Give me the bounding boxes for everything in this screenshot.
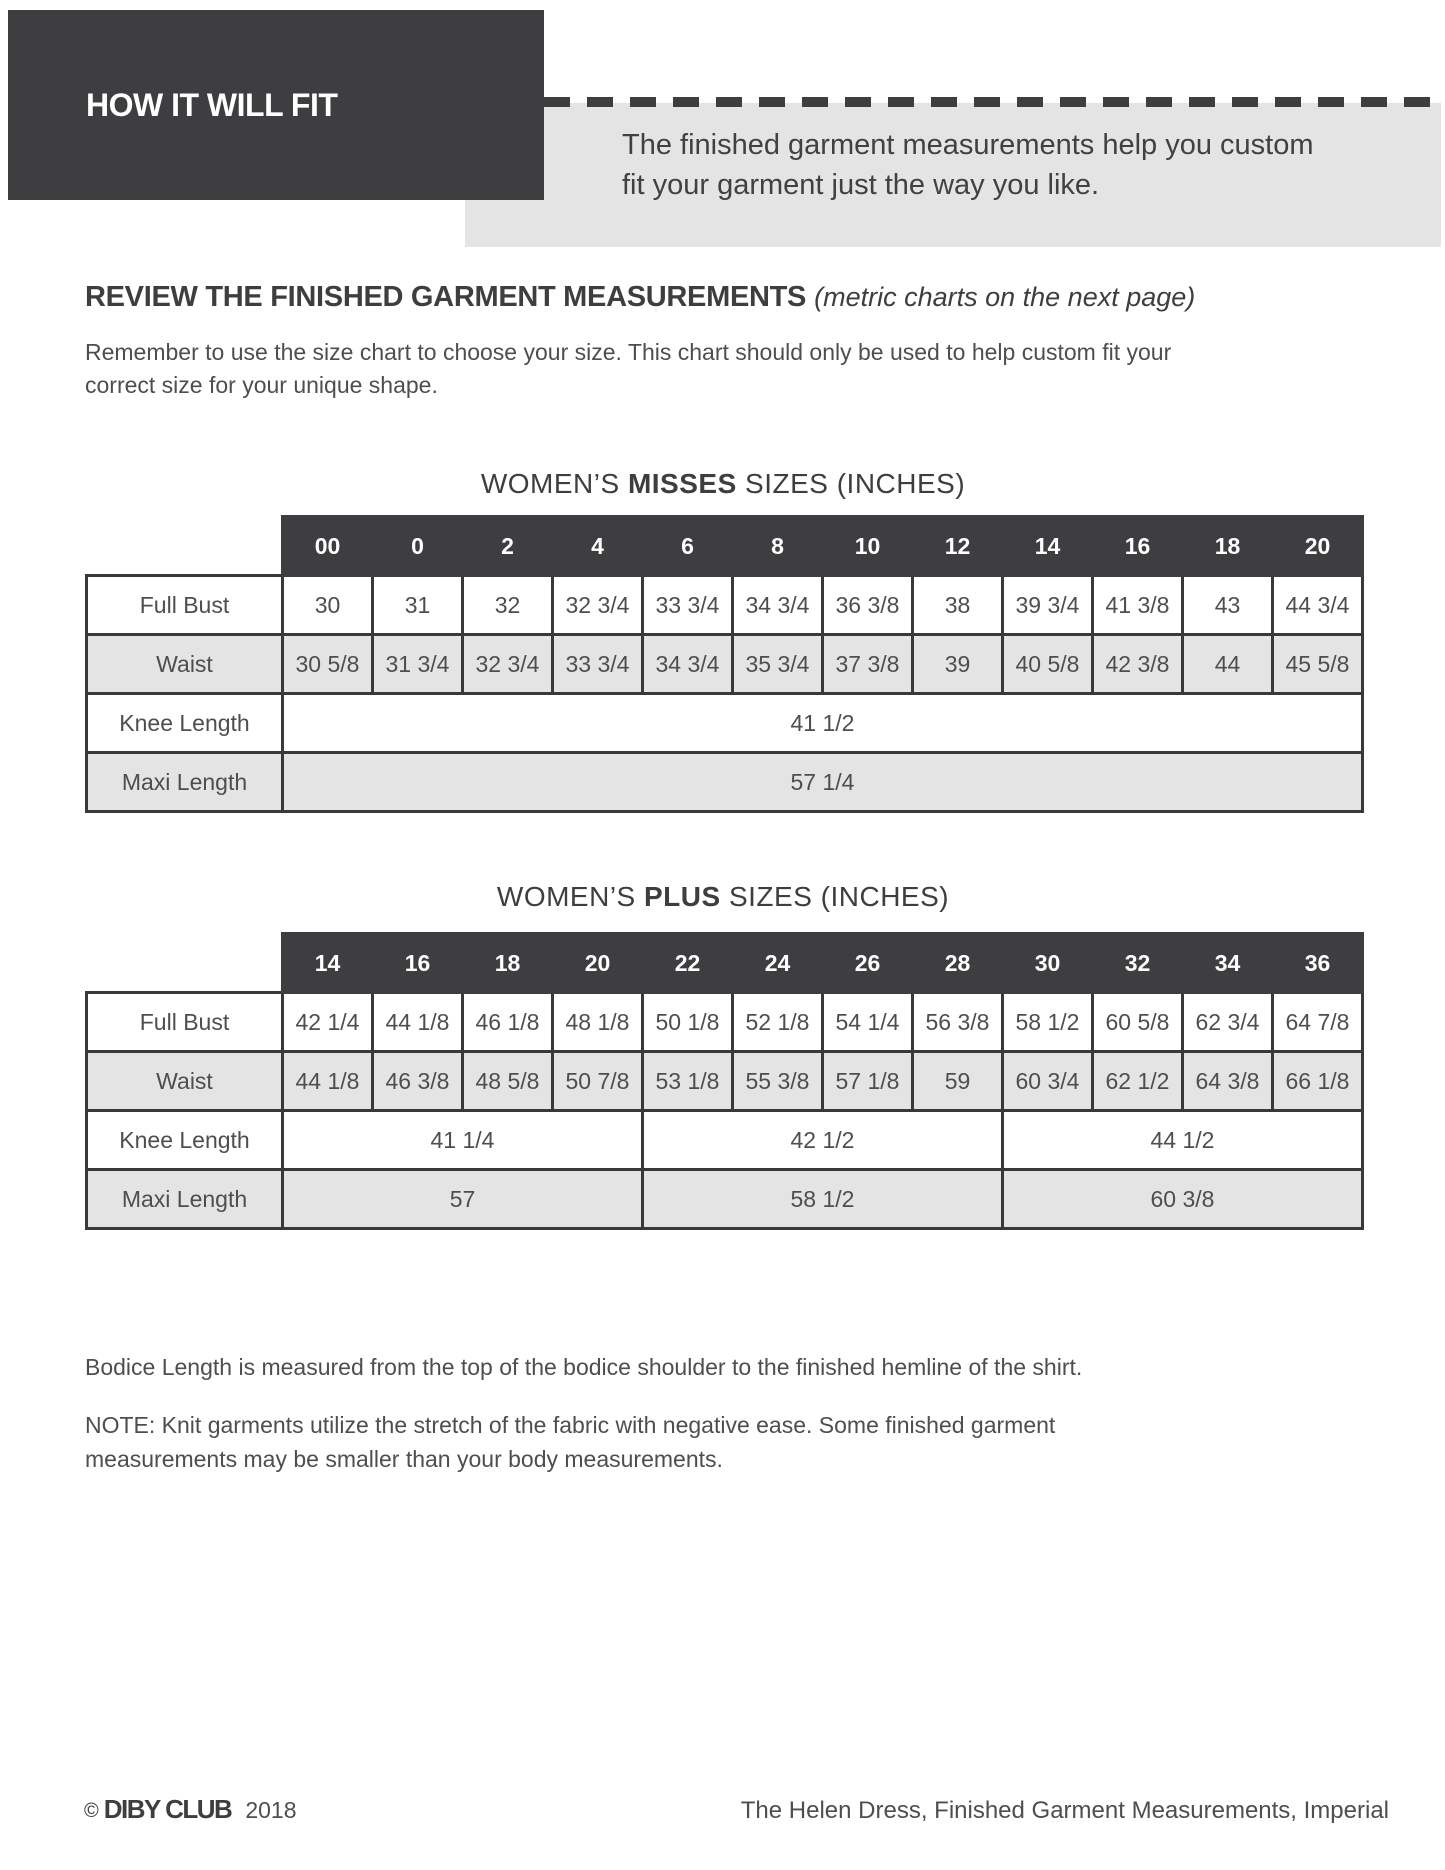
measure-cell: 31 3/4 xyxy=(373,635,463,694)
measure-cell: 62 1/2 xyxy=(1093,1052,1183,1111)
size-header-cell: 16 xyxy=(1093,517,1183,576)
measure-cell: 44 1/8 xyxy=(373,993,463,1052)
plus-knee-row xyxy=(87,1111,1363,1170)
measure-span-cell: 44 1/2 xyxy=(1003,1111,1363,1170)
misses-maxi-row xyxy=(87,753,1363,812)
section-heading-text: REVIEW THE FINISHED GARMENT MEASUREMENTS xyxy=(85,281,807,313)
measure-cell: 32 3/4 xyxy=(463,635,553,694)
measure-cell: 40 5/8 xyxy=(1003,635,1093,694)
size-header-cell: 26 xyxy=(823,934,913,993)
measure-cell: 35 3/4 xyxy=(733,635,823,694)
measure-span-cell: 41 1/4 xyxy=(283,1111,643,1170)
measure-cell: 31 xyxy=(373,576,463,635)
measure-cell: 48 5/8 xyxy=(463,1052,553,1111)
size-header-cell: 16 xyxy=(373,934,463,993)
footer-doc-title: The Helen Dress, Finished Garment Measurements, Imperial xyxy=(740,1797,1389,1824)
measure-span-cell: 57 1/4 xyxy=(283,753,1363,812)
size-header-cell: 18 xyxy=(463,934,553,993)
measure-span-cell: 57 xyxy=(283,1170,643,1229)
misses-waist-row xyxy=(87,635,1363,694)
measure-cell: 52 1/8 xyxy=(733,993,823,1052)
plus-full-bust-row xyxy=(87,993,1363,1052)
measure-cell: 57 1/8 xyxy=(823,1052,913,1111)
copyright-icon: © xyxy=(84,1800,99,1822)
size-header-cell: 0 xyxy=(373,517,463,576)
measure-cell: 50 7/8 xyxy=(553,1052,643,1111)
misses-table-title xyxy=(85,468,1361,500)
subtitle-box xyxy=(465,103,1441,247)
measure-cell: 64 7/8 xyxy=(1273,993,1363,1052)
misses-full-bust-row xyxy=(87,576,1363,635)
size-header-cell: 6 xyxy=(643,517,733,576)
knit-note xyxy=(85,1408,1055,1476)
size-header-cell: 28 xyxy=(913,934,1003,993)
measure-cell: 56 3/8 xyxy=(913,993,1003,1052)
size-header-cell: 34 xyxy=(1183,934,1273,993)
row-label-cell: Knee Length xyxy=(87,1111,283,1170)
plus-title-post: SIZES (INCHES) xyxy=(720,881,950,912)
size-header-cell: 14 xyxy=(1003,517,1093,576)
plus-header-row xyxy=(87,934,1363,993)
measure-cell: 41 3/8 xyxy=(1093,576,1183,635)
measure-cell: 46 3/8 xyxy=(373,1052,463,1111)
misses-knee-row xyxy=(87,694,1363,753)
measure-cell: 58 1/2 xyxy=(1003,993,1093,1052)
row-label-cell: Maxi Length xyxy=(87,1170,283,1229)
size-header-cell: 22 xyxy=(643,934,733,993)
plus-title-bold: PLUS xyxy=(644,881,721,912)
subtitle-line-1: The finished garment measurements help you custom xyxy=(622,129,1314,161)
size-header-cell: 32 xyxy=(1093,934,1183,993)
measure-cell: 59 xyxy=(913,1052,1003,1111)
bodice-note: Bodice Length is measured from the top of the bodice shoulder to the finished hemline of the shirt. xyxy=(85,1354,1083,1380)
plus-table-title xyxy=(85,881,1361,913)
misses-header-row xyxy=(87,517,1363,576)
measure-cell: 54 1/4 xyxy=(823,993,913,1052)
banner xyxy=(8,10,544,200)
misses-title-post: SIZES (INCHES) xyxy=(736,468,966,499)
measure-cell: 30 5/8 xyxy=(283,635,373,694)
measure-cell: 62 3/4 xyxy=(1183,993,1273,1052)
misses-title-pre: WOMEN’S xyxy=(480,468,628,499)
measure-span-cell: 41 1/2 xyxy=(283,694,1363,753)
subtitle-text xyxy=(622,125,1314,205)
size-header-cell: 30 xyxy=(1003,934,1093,993)
plus-title-pre: WOMEN’S xyxy=(496,881,644,912)
measure-cell: 39 3/4 xyxy=(1003,576,1093,635)
measure-cell: 30 xyxy=(283,576,373,635)
measure-cell: 42 1/4 xyxy=(283,993,373,1052)
size-header-cell: 36 xyxy=(1273,934,1363,993)
measure-cell: 44 3/4 xyxy=(1273,576,1363,635)
measure-cell: 33 3/4 xyxy=(643,576,733,635)
misses-title-bold: MISSES xyxy=(627,468,737,499)
row-label-cell: Waist xyxy=(87,635,283,694)
row-label-cell: Knee Length xyxy=(87,694,283,753)
measure-cell: 64 3/8 xyxy=(1183,1052,1273,1111)
measure-cell: 46 1/8 xyxy=(463,993,553,1052)
measure-cell: 48 1/8 xyxy=(553,993,643,1052)
plus-waist-row xyxy=(87,1052,1363,1111)
measure-cell: 55 3/8 xyxy=(733,1052,823,1111)
size-header-cell: 20 xyxy=(553,934,643,993)
measure-cell: 60 3/4 xyxy=(1003,1052,1093,1111)
measure-span-cell: 60 3/8 xyxy=(1003,1170,1363,1229)
measure-cell: 44 1/8 xyxy=(283,1052,373,1111)
measure-cell: 38 xyxy=(913,576,1003,635)
measure-cell: 39 xyxy=(913,635,1003,694)
intro-line-1: Remember to use the size chart to choose your size. This chart should only be used to help custom fit your xyxy=(85,339,1172,365)
measure-span-cell: 42 1/2 xyxy=(643,1111,1003,1170)
knit-note-line-1: NOTE: Knit garments utilize the stretch of the fabric with negative ease. Some finished garment xyxy=(85,1412,1056,1438)
measure-cell: 34 3/4 xyxy=(643,635,733,694)
measure-cell: 34 3/4 xyxy=(733,576,823,635)
dashed-divider xyxy=(544,97,1445,107)
intro-line-2: correct size for your unique shape. xyxy=(85,372,438,398)
footer-brand: DIBY CLUB xyxy=(103,1794,232,1824)
measure-cell: 36 3/8 xyxy=(823,576,913,635)
size-header-cell: 2 xyxy=(463,517,553,576)
section-heading xyxy=(85,281,1195,314)
intro-paragraph xyxy=(85,336,1171,402)
measure-cell: 43 xyxy=(1183,576,1273,635)
size-header-cell: 10 xyxy=(823,517,913,576)
measure-cell: 53 1/8 xyxy=(643,1052,733,1111)
measure-cell: 37 3/8 xyxy=(823,635,913,694)
measure-cell: 66 1/8 xyxy=(1273,1052,1363,1111)
corner-cell xyxy=(87,517,283,576)
measure-cell: 60 5/8 xyxy=(1093,993,1183,1052)
plus-size-table xyxy=(85,932,1364,1230)
measure-cell: 42 3/8 xyxy=(1093,635,1183,694)
measure-span-cell: 58 1/2 xyxy=(643,1170,1003,1229)
measure-cell: 33 3/4 xyxy=(553,635,643,694)
footer-year: 2018 xyxy=(245,1797,297,1823)
measure-cell: 50 1/8 xyxy=(643,993,733,1052)
size-header-cell: 14 xyxy=(283,934,373,993)
corner-cell xyxy=(87,934,283,993)
measure-cell: 32 3/4 xyxy=(553,576,643,635)
subtitle-line-2: fit your garment just the way you like. xyxy=(622,169,1100,201)
plus-maxi-row xyxy=(87,1170,1363,1229)
banner-title: HOW IT WILL FIT xyxy=(86,86,338,123)
measure-cell: 32 xyxy=(463,576,553,635)
size-header-cell: 20 xyxy=(1273,517,1363,576)
measure-cell: 45 5/8 xyxy=(1273,635,1363,694)
row-label-cell: Maxi Length xyxy=(87,753,283,812)
misses-size-table xyxy=(85,515,1364,813)
knit-note-line-2: measurements may be smaller than your body measurements. xyxy=(85,1446,723,1472)
section-heading-note: (metric charts on the next page) xyxy=(814,282,1196,312)
size-header-cell: 00 xyxy=(283,517,373,576)
size-header-cell: 24 xyxy=(733,934,823,993)
size-header-cell: 12 xyxy=(913,517,1003,576)
row-label-cell: Waist xyxy=(87,1052,283,1111)
size-header-cell: 8 xyxy=(733,517,823,576)
size-header-cell: 4 xyxy=(553,517,643,576)
measure-cell: 44 xyxy=(1183,635,1273,694)
row-label-cell: Full Bust xyxy=(87,576,283,635)
row-label-cell: Full Bust xyxy=(87,993,283,1052)
footer-brand-group xyxy=(84,1794,297,1825)
size-header-cell: 18 xyxy=(1183,517,1273,576)
